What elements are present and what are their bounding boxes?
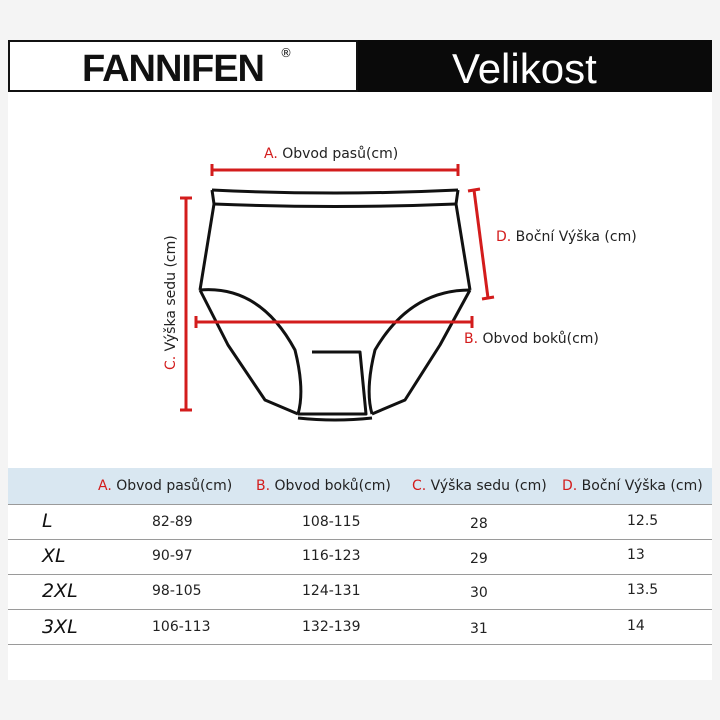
waist-value: 98-105	[152, 583, 202, 599]
hip-value: 124-131	[302, 583, 361, 599]
page-title: Velikost	[452, 45, 597, 92]
left-leg-opening	[200, 290, 301, 414]
waist-label: A. Obvod pasů(cm)	[264, 146, 399, 162]
waistband-bottom	[214, 204, 456, 207]
row-divider	[8, 504, 712, 505]
left-side	[200, 190, 214, 290]
side-height-value: 12.5	[627, 513, 659, 529]
hip-label: B. Obvod boků(cm)	[464, 331, 599, 347]
column-header-side-height: D. Boční Výška (cm)	[562, 478, 703, 494]
brand-logo: FANNIFEN	[82, 48, 264, 90]
row-divider	[8, 539, 712, 540]
measurement-lines	[180, 164, 494, 410]
waist-value: 106-113	[152, 619, 211, 635]
rise-label: C. Výška sedu (cm)	[163, 235, 179, 370]
row-divider	[8, 574, 712, 575]
waist-value: 82-89	[152, 514, 193, 530]
gusset	[298, 352, 366, 414]
waistband-top	[212, 190, 458, 193]
side-height-value: 14	[627, 618, 645, 634]
right-leg-edge	[372, 290, 470, 414]
rise-value: 30	[470, 585, 488, 601]
row-divider	[8, 609, 712, 610]
left-leg-edge	[200, 290, 298, 414]
row-divider	[8, 644, 712, 645]
size-label: 2XL	[42, 580, 78, 602]
right-side	[456, 190, 470, 290]
rise-value: 31	[470, 621, 488, 637]
right-leg-opening	[369, 290, 470, 414]
side-height-value: 13.5	[627, 582, 659, 598]
rise-value: 28	[470, 516, 488, 532]
size-label: L	[42, 510, 53, 532]
column-header-waist: A. Obvod pasů(cm)	[98, 478, 233, 494]
column-header-hip: B. Obvod boků(cm)	[256, 478, 391, 494]
side-height-value: 13	[627, 547, 645, 563]
hip-value: 132-139	[302, 619, 361, 635]
hip-value: 108-115	[302, 514, 361, 530]
briefs-outline	[200, 190, 470, 420]
size-label: XL	[42, 545, 66, 567]
registered-mark: ®	[280, 46, 292, 60]
gusset-bottom	[298, 418, 372, 420]
rise-value: 29	[470, 551, 488, 567]
hip-value: 116-123	[302, 548, 361, 564]
waist-value: 90-97	[152, 548, 193, 564]
side-height-line	[474, 190, 488, 298]
side-height-label: D. Boční Výška (cm)	[496, 229, 637, 245]
column-header-rise: C. Výška sedu (cm)	[412, 478, 547, 494]
size-label: 3XL	[42, 616, 78, 638]
